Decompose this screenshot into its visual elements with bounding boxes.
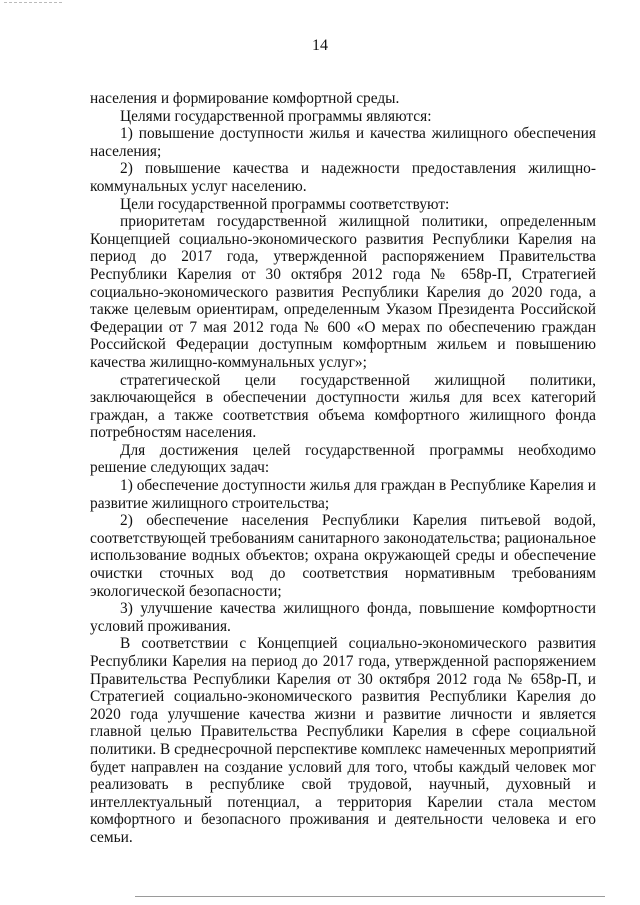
paragraph-11: 3) улучшение качества жилищного фонда, повышение комфортности условий проживания. bbox=[90, 600, 596, 635]
paragraph-12: В соответствии с Концепцией социально-экономического развития Республики Карелия на период до 2017 года, утвержденной распоряжением Правительства Республики Карелия от 30 октября 2012 года № 658р-П, и Стратегией социально-экономического развития Республики Карелия до 2020 года улучшение качества жизни и развитие личности и является главной целью Правительства Республики Карелия в сфере социальной политики. В среднесрочной перспективе комплекс намеченных мероприятий будет направлен на создание условий для того, чтобы каждый человек мог реализовать в республике свой трудовой, научный, духовный и интеллектуальный потенциал, а территория Карелии стала местом комфортного и безопасного проживания и деятельности человека и его семьи. bbox=[90, 635, 596, 846]
paragraph-6: приоритетам государственной жилищной политики, определенным Концепцией социально-экономического развития Республики Карелия на период до 2017 года, утвержденной распоряжением Правительства Республики Карелия от 30 октября 2012 года № 658р-П, Стратегией социально-экономического развития Республики Карелия до 2020 года, а также целевым ориентирам, определенным Указом Президента Российской Федерации от 7 мая 2012 года № 600 «О мерах по обеспечению граждан Российской Федерации доступным комфортным жильем и повышению качества жилищно-коммунальных услуг»; bbox=[90, 213, 596, 371]
paragraph-4: 2) повышение качества и надежности предоставления жилищно-коммунальных услуг населению. bbox=[90, 160, 596, 195]
paragraph-9: 1) обеспечение доступности жилья для граждан в Республике Карелия и развитие жилищного строительства; bbox=[90, 477, 596, 512]
paragraph-5: Цели государственной программы соответствуют: bbox=[120, 195, 450, 213]
paragraph-1: населения и формирование комфортной среды. bbox=[90, 90, 400, 107]
body-text bbox=[90, 90, 596, 847]
page-number: 14 bbox=[312, 37, 328, 54]
scan-bottom-rule bbox=[135, 896, 605, 897]
paragraph-7: стратегической цели государственной жилищной политики, заключающейся в обеспечении доступности жилья для всех категорий граждан, а также соответствия объема комфортного жилищного фонда потребностям населения. bbox=[90, 371, 596, 442]
paragraph-3: 1) повышение доступности жилья и качества жилищного обеспечения населения; bbox=[90, 125, 596, 160]
paragraph-8: Для достижения целей государственной программы необходимо решение следующих задач: bbox=[90, 441, 596, 477]
paragraph-10: 2) обеспечение населения Республики Карелия питьевой водой, соответствующей требованиям санитарного законодательства; рациональное использование водных объектов; охрана окружающей среды и обеспечение очистки сточных вод до соответствия нормативным требованиям экологической безопасности; bbox=[90, 512, 596, 600]
scan-edge-mark bbox=[4, 2, 62, 4]
paragraph-2: Целями государственной программы являются: bbox=[120, 107, 432, 125]
